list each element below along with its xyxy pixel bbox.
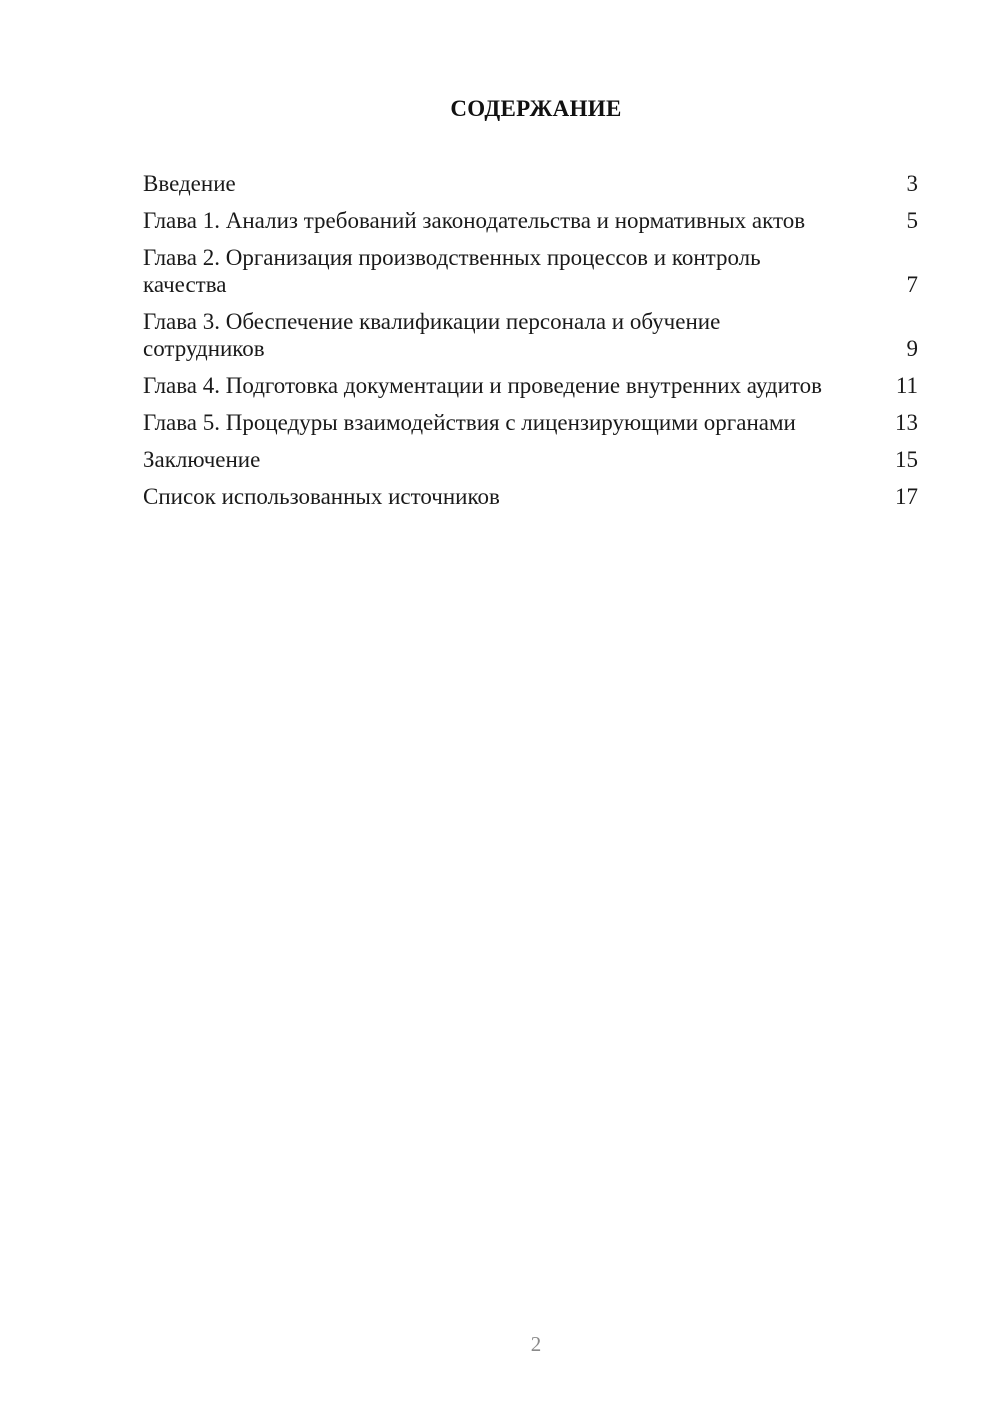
toc-entry-chapter-4 [143, 372, 918, 399]
toc-entry-label: Глава 1. Анализ требований законодательства и нормативных актов [143, 208, 806, 233]
toc-entry-page: 3 [906, 171, 918, 196]
toc-entry-page: 17 [895, 484, 918, 509]
toc-entry-label: Глава 4. Подготовка документации и проведение внутренних аудитов [143, 373, 822, 398]
toc-entry-page: 7 [906, 272, 918, 297]
toc-entry-references [143, 483, 918, 510]
toc-entry-chapter-2 [143, 244, 918, 298]
toc-entry-page: 15 [895, 447, 918, 472]
toc-entry-page: 11 [895, 373, 918, 398]
toc-entry-label: Глава 3. Обеспечение квалификации персонала и обучение сотрудников [143, 309, 721, 361]
toc-entry-page: 9 [906, 336, 918, 361]
toc-title: СОДЕРЖАНИЕ [450, 96, 622, 121]
toc-entry-introduction [143, 170, 918, 197]
toc-entry-label: Заключение [143, 447, 261, 472]
toc-entry-label: Введение [143, 171, 236, 196]
toc-entry-chapter-5 [143, 409, 918, 436]
page-number: 2 [530, 1332, 542, 1356]
toc-entry-page: 5 [906, 208, 918, 233]
table-of-contents [143, 170, 918, 520]
toc-entry-chapter-1 [143, 207, 918, 234]
toc-entry-chapter-3 [143, 308, 918, 362]
toc-entry-label: Глава 2. Организация производственных процессов и контроль качества [143, 245, 761, 297]
toc-entry-label: Список использованных источников [143, 484, 500, 509]
toc-entry-label: Глава 5. Процедуры взаимодействия с лицензирующими органами [143, 410, 796, 435]
toc-entry-page: 13 [895, 410, 918, 435]
toc-entry-conclusion [143, 446, 918, 473]
